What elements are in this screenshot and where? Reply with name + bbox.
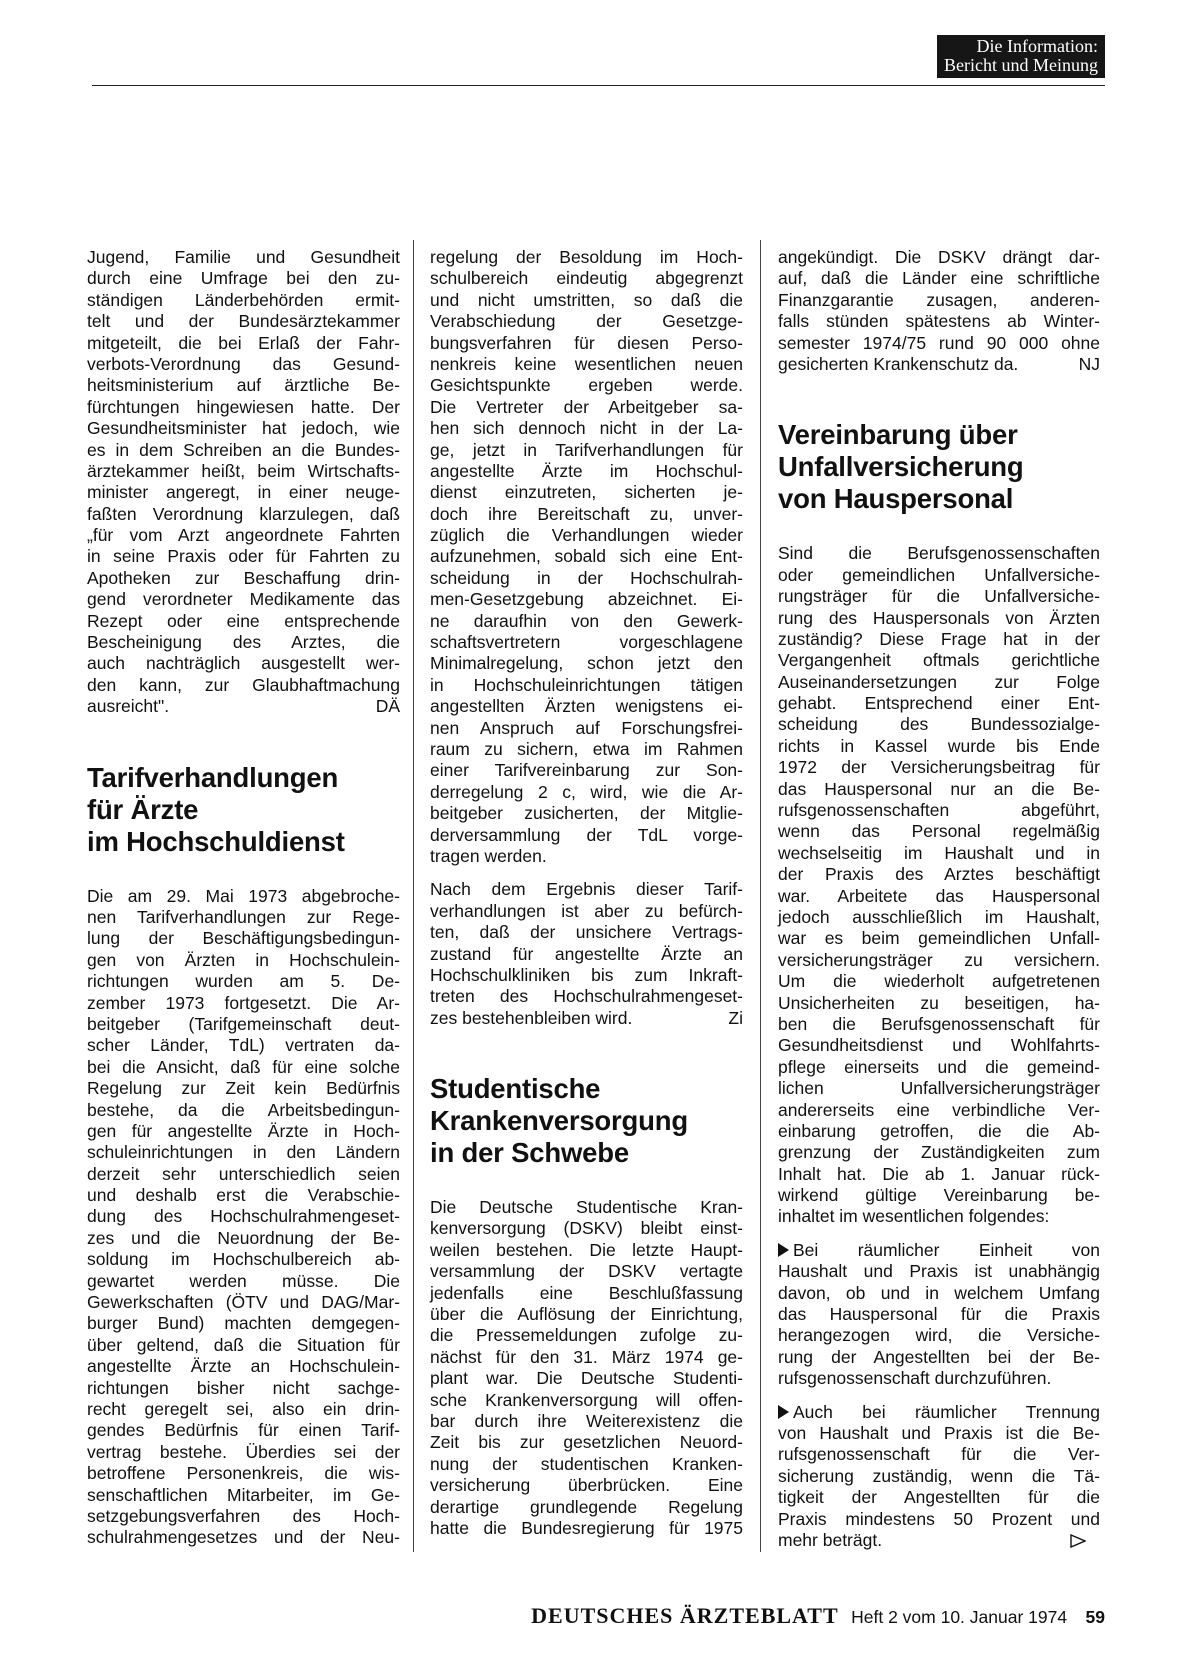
text-line: grenzung der Zuständigkeiten zum — [778, 1142, 1100, 1163]
text-line: raum zu sichern, etwa im Rahmen — [430, 738, 743, 759]
text-line: fürchtungen hingewiesen hatte. Der — [87, 396, 400, 417]
text-line: richtungen wurden am 5. De- — [87, 971, 400, 992]
text-line: setzgebungsverfahren des Hoch- — [87, 1505, 400, 1526]
text-line: Bescheinigung des Arztes, die — [87, 632, 400, 653]
text-line: bar durch ihre Weiterexistenz die — [430, 1410, 743, 1431]
text-line: auf, daß die Länder eine schriftliche — [778, 268, 1100, 289]
heading-line: Studentische — [430, 1073, 601, 1105]
text-line: Gesundheitsminister hat jedoch, wie — [87, 418, 400, 439]
heading-line: Krankenversorgung — [430, 1105, 688, 1137]
text-line: Gesundheitsdienst und Wohlfahrts- — [778, 1035, 1100, 1056]
text-line: der Praxis des Arztes beschäftigt — [778, 864, 1100, 885]
text-line: senschaftlichen Mitarbeiter, im Ge- — [87, 1484, 400, 1505]
column-rule-1 — [413, 240, 414, 1552]
text-line: Rezept oder eine entsprechende — [87, 610, 400, 631]
text-line: in Hochschuleinrichtungen tätigen — [430, 674, 743, 695]
text-line: sicherung zuständig, wenn die Tä- — [778, 1465, 1100, 1486]
text-line: minister angeregt, in einer neuge- — [87, 482, 400, 503]
text-line: regelung der Besoldung im Hoch- — [430, 247, 743, 267]
text-line: mitgeteilt, die bei Erlaß der Fahr- — [87, 332, 400, 353]
text-line: ausreicht". DÄ — [87, 696, 400, 717]
author-signature: DÄ — [375, 696, 400, 717]
text-line: Die am 29. Mai 1973 abgebroche- — [87, 885, 400, 906]
text-line: ne daraufhin von den Gewerk- — [430, 610, 743, 631]
text-line: wirkend gültige Vereinbarung be- — [778, 1185, 1100, 1206]
text-line: Die Vertreter der Arbeitgeber sa- — [430, 396, 743, 417]
text-line: ständigen Länderbehörden ermit- — [87, 289, 400, 310]
text-line: Sind die Berufsgenossenschaften — [778, 543, 1100, 564]
bullet-triangle-icon — [778, 1405, 789, 1419]
heading-line: in der Schwebe — [430, 1137, 629, 1169]
text-line: von Haushalt und Praxis ist die Be- — [778, 1422, 1100, 1443]
text-line: verhandlungen ist aber zu befürch- — [430, 900, 743, 921]
text-line: falls stünden spätestens ab Winter- — [778, 311, 1100, 332]
column-2 — [430, 247, 743, 1539]
text-line: zember 1973 fortgesetzt. Die Ar- — [87, 992, 400, 1013]
text-line: wenn das Personal regelmäßig — [778, 821, 1100, 842]
article-heading-tarif — [87, 762, 400, 858]
text-line: nächst für den 31. März 1974 ge- — [430, 1346, 743, 1367]
heading-line: für Ärzte — [87, 793, 199, 825]
text-line: Unsicherheiten zu beseitigen, ha- — [778, 992, 1100, 1013]
issue-info: Heft 2 vom 10. Januar 1974 — [851, 1607, 1068, 1627]
text-line: dung des Hochschulrahmengeset- — [87, 1206, 400, 1227]
text-line: war es beim gemeindlichen Unfall- — [778, 928, 1100, 949]
text-line: hatte die Bundesregierung für 1975 — [430, 1517, 743, 1538]
text-line: vertrag bestehe. Überdies sei der — [87, 1441, 400, 1462]
article-text — [87, 886, 400, 1549]
article-text — [778, 1402, 1100, 1552]
text-line: semester 1974/75 rund 90 000 ohne — [778, 332, 1100, 353]
text-line: Nach dem Ergebnis dieser Tarif- — [430, 879, 743, 900]
article-text — [778, 1240, 1100, 1390]
text-line: zes bestehenbleiben wird. Zi — [430, 1007, 743, 1028]
text-line: heitsministerium auf ärztliche Be- — [87, 375, 400, 396]
text-line: rungsträger für die Unfallversiche- — [778, 586, 1100, 607]
column-1 — [87, 247, 400, 1549]
text-line: weilen bestehen. Die letzte Haupt- — [430, 1239, 743, 1260]
heading-line: Tarifverhandlungen — [87, 761, 339, 793]
text-line: Verabschiedung der Gesetzge- — [430, 311, 743, 332]
text-line: den kann, zur Glaubhaftmachung — [87, 674, 400, 695]
text-line: es in dem Schreiben an die Bundes- — [87, 439, 400, 460]
text-line: tragen werden. — [430, 845, 547, 866]
text-line: schulrahmengesetzes und der Neu- — [87, 1527, 400, 1548]
text-line: telt und der Bundesärztekammer — [87, 311, 400, 332]
continue-arrow-icon — [1070, 1534, 1086, 1548]
text-line: hen sich dennoch nicht in der La- — [430, 418, 743, 439]
text-line: gen für angestellte Ärzte in Hoch- — [87, 1120, 400, 1141]
text-line: zes und die Neuordnung der Be- — [87, 1227, 400, 1248]
text-line: inhaltet im wesentlichen folgendes: — [778, 1206, 1050, 1227]
text-line: Bei räumlicher Einheit von — [778, 1240, 1100, 1261]
text-line: betroffene Personenkreis, die wis- — [87, 1463, 400, 1484]
heading-line: von Hauspersonal — [778, 483, 1014, 515]
text-line: und nicht umstritten, so daß die — [430, 289, 743, 310]
article-text — [778, 247, 1100, 375]
text-line: Um die wiederholt aufgetretenen — [778, 971, 1100, 992]
text-line: Praxis mindestens 50 Prozent und — [778, 1508, 1100, 1529]
text-line: rufsgenossenschaften abgeführt, — [778, 800, 1100, 821]
text-line: derzeit sehr unterschiedlich seien — [87, 1163, 400, 1184]
text-line: ge, jetzt in Tarifverhandlungen für — [430, 439, 743, 460]
text-line: sche Krankenversorgung will offen- — [430, 1389, 743, 1410]
text-line: Finanzgarantie zusagen, anderen- — [778, 289, 1100, 310]
text-line: schaftsvertretern vorgeschlagene — [430, 632, 743, 653]
text-line: „für vom Arzt angeordnete Fahrten — [87, 525, 400, 546]
text-line: versammlung der DSKV vertagte — [430, 1261, 743, 1282]
text-line: lung der Beschäftigungsbedingun- — [87, 928, 400, 949]
article-text — [778, 543, 1100, 1228]
text-line: richtungen bisher nicht sachge- — [87, 1377, 400, 1398]
text-line: ärztekammer heißt, beim Wirtschafts- — [87, 460, 400, 481]
text-line: in seine Praxis oder für Fahrten zu — [87, 546, 400, 567]
bullet-triangle-icon — [778, 1243, 789, 1257]
page-footer — [0, 1603, 1105, 1629]
column-3 — [778, 247, 1100, 1551]
heading-line: Unfallversicherung — [778, 451, 1024, 483]
text-line: andererseits eine verbindliche Ver- — [778, 1099, 1100, 1120]
text-line: scheidung des Bundessozialge- — [778, 714, 1100, 735]
text-line: Die Deutsche Studentische Kran- — [430, 1197, 743, 1218]
text-line: faßten Verordnung klarzulegen, daß — [87, 503, 400, 524]
text-line: jedoch ausschließlich im Haushalt, — [778, 906, 1100, 927]
text-line: Gewerkschaften (ÖTV und DAG/Mar- — [87, 1292, 400, 1313]
text-line: rufsgenossenschaft durchzuführen. — [778, 1368, 1052, 1389]
text-line: beitgeber (Tarifgemeinschaft deut- — [87, 1013, 400, 1034]
text-line: Jugend, Familie und Gesundheit — [87, 247, 400, 267]
text-line: wechselseitig im Haushalt und in — [778, 842, 1100, 863]
text-line: das Hauspersonal für die Praxis — [778, 1304, 1100, 1325]
text-line: men-Gesetzgebung abzeichnet. Ei- — [430, 589, 743, 610]
article-text — [87, 247, 400, 718]
column-rule-2 — [760, 240, 761, 1552]
text-line: gen von Ärzten in Hochschulein- — [87, 949, 400, 970]
text-line: nen Anspruch auf Forschungsfrei- — [430, 717, 743, 738]
text-line: auch nachträglich ausgestellt wer- — [87, 653, 400, 674]
text-line: herangezogen wird, die Versiche- — [778, 1325, 1100, 1346]
text-line: schuleinrichtungen in den Ländern — [87, 1142, 400, 1163]
text-line: die Pressemeldungen zufolge zu- — [430, 1325, 743, 1346]
text-line: burger Bund) machten demgegen- — [87, 1313, 400, 1334]
section-label-line1: Die Information: — [976, 36, 1098, 56]
text-line: nenkreis keine wesentlichen neuen — [430, 353, 743, 374]
text-line: bestehe, da die Arbeitsbedingun- — [87, 1099, 400, 1120]
article-text — [430, 1197, 743, 1539]
text-line: ben die Berufsgenossenschaft für — [778, 1013, 1100, 1034]
text-line: oder gemeindlichen Unfallversiche- — [778, 564, 1100, 585]
text-line: soldung im Hochschulbereich ab- — [87, 1249, 400, 1270]
text-line: Haushalt und Praxis ist unabhängig — [778, 1261, 1100, 1282]
text-line: doch ihre Bereitschaft zu, unver- — [430, 503, 743, 524]
heading-line: Vereinbarung über — [778, 419, 1018, 451]
text-line: angestellte Ärzte an Hochschulein- — [87, 1356, 400, 1377]
text-line: verbots-Verordnung das Gesund- — [87, 353, 400, 374]
text-line: zustand für angestellte Ärzte an — [430, 943, 743, 964]
text-line: bungsverfahren für diesen Perso- — [430, 332, 743, 353]
text-line: durch eine Umfrage bei den zu- — [87, 268, 400, 289]
text-line: dienst einzutreten, sicherten je- — [430, 482, 743, 503]
text-line: derartige grundlegende Regelung — [430, 1496, 743, 1517]
text-line: nen Tarifverhandlungen zur Rege- — [87, 906, 400, 927]
text-line: angestellte Ärzte im Hochschul- — [430, 460, 743, 481]
article-heading-vereinbarung — [778, 419, 1100, 515]
top-rule — [92, 85, 1105, 86]
text-line: Inhalt hat. Die ab 1. Januar rück- — [778, 1163, 1100, 1184]
text-line: versicherungsträger zu versichern. — [778, 949, 1100, 970]
text-line: und deshalb erst die Verabschie- — [87, 1185, 400, 1206]
text-line: pflege einerseits und die gemeind- — [778, 1056, 1100, 1077]
text-line: richts in Kassel wurde bis Ende — [778, 735, 1100, 756]
section-label-line2: Bericht und Meinung — [944, 55, 1098, 75]
text-line: das Hauspersonal nur an die Be- — [778, 778, 1100, 799]
text-line: rufsgenossenschaft für die Ver- — [778, 1444, 1100, 1465]
author-signature: NJ — [1078, 353, 1100, 374]
text-line: Gesichtspunkte ergeben werde. — [430, 375, 743, 396]
text-line: scheidung in der Hochschulrah- — [430, 567, 743, 588]
text-line: Hochschulkliniken bis zum Inkraft- — [430, 964, 743, 985]
page-number: 59 — [1085, 1607, 1105, 1627]
article-text — [430, 879, 743, 1029]
text-line: beitgeber zusicherten, der Mitglie- — [430, 803, 743, 824]
text-line: war. Arbeitete das Hauspersonal — [778, 885, 1100, 906]
text-line: lichen Unfallversicherungsträger — [778, 1078, 1100, 1099]
magazine-title: DEUTSCHES ÄRZTEBLATT — [531, 1603, 839, 1628]
text-line: einbarung getroffen, die die Ab- — [778, 1120, 1100, 1141]
section-label — [937, 35, 1105, 78]
text-line: schulbereich eindeutig abgegrenzt — [430, 268, 743, 289]
text-line: gewartet werden müsse. Die — [87, 1270, 400, 1291]
text-line: derregelung 2 c, wird, wie die Ar- — [430, 781, 743, 802]
heading-line: im Hochschuldienst — [87, 825, 345, 857]
text-line: nung der studentischen Kranken- — [430, 1453, 743, 1474]
text-line: züglich die Verhandlungen wieder — [430, 525, 743, 546]
text-line: angekündigt. Die DSKV drängt dar- — [778, 247, 1100, 267]
text-line: ten, daß der unsichere Vertrags- — [430, 922, 743, 943]
text-line: kenversorgung (DSKV) bleibt einst- — [430, 1218, 743, 1239]
text-line: Minimalregelung, schon jetzt den — [430, 653, 743, 674]
text-line: angestellten Ärzten wenigstens ei- — [430, 696, 743, 717]
text-line: Zeit bis zur gesetzlichen Neuord- — [430, 1432, 743, 1453]
text-line: zuständig? Diese Frage hat in der — [778, 628, 1100, 649]
article-heading-studentische — [430, 1073, 743, 1169]
text-line: gend verordneter Medikamente das — [87, 589, 400, 610]
article-text — [430, 247, 743, 867]
text-line: derversammlung der TdL vorge- — [430, 824, 743, 845]
text-line: Vergangenheit oftmals gerichtliche — [778, 650, 1100, 671]
text-line: Regelung zur Zeit kein Bedürfnis — [87, 1078, 400, 1099]
text-line: aufzunehmen, sobald sich eine Ent- — [430, 546, 743, 567]
author-signature: Zi — [728, 1007, 743, 1028]
text-line: treten des Hochschulrahmengeset- — [430, 986, 743, 1007]
text-line: tigkeit der Angestellten für die — [778, 1487, 1100, 1508]
text-line: über die Auflösung der Einrichtung, — [430, 1304, 743, 1325]
text-line: Auch bei räumlicher Trennung — [778, 1402, 1100, 1423]
text-line: gendes Bedürfnis für einen Tarif- — [87, 1420, 400, 1441]
text-line: 1972 der Versicherungsbeitrag für — [778, 757, 1100, 778]
text-line: gehabt. Entsprechend einer Ent- — [778, 693, 1100, 714]
text-line: rung der Angestellten bei der Be- — [778, 1346, 1100, 1367]
text-line: Apotheken zur Beschaffung drin- — [87, 567, 400, 588]
text-line: rung des Hauspersonals von Ärzten — [778, 607, 1100, 628]
text-line: über geltend, daß die Situation für — [87, 1334, 400, 1355]
text-line: recht geregelt sei, also ein drin- — [87, 1398, 400, 1419]
text-line: bei die Ansicht, daß für eine solche — [87, 1056, 400, 1077]
text-line: einer Tarifvereinbarung zur Son- — [430, 760, 743, 781]
text-line: versicherung überbrücken. Eine — [430, 1475, 743, 1496]
text-line: gesicherten Krankenschutz da. NJ — [778, 353, 1100, 374]
text-line: davon, ob und in welchem Umfang — [778, 1282, 1100, 1303]
text-line: scher Länder, TdL) vertraten da- — [87, 1035, 400, 1056]
text-line: plant war. Die Deutsche Studenti- — [430, 1368, 743, 1389]
text-line: jedenfalls eine Beschlußfassung — [430, 1282, 743, 1303]
text-line: Auseinandersetzungen zur Folge — [778, 671, 1100, 692]
text-line: mehr beträgt. — [778, 1530, 1100, 1551]
